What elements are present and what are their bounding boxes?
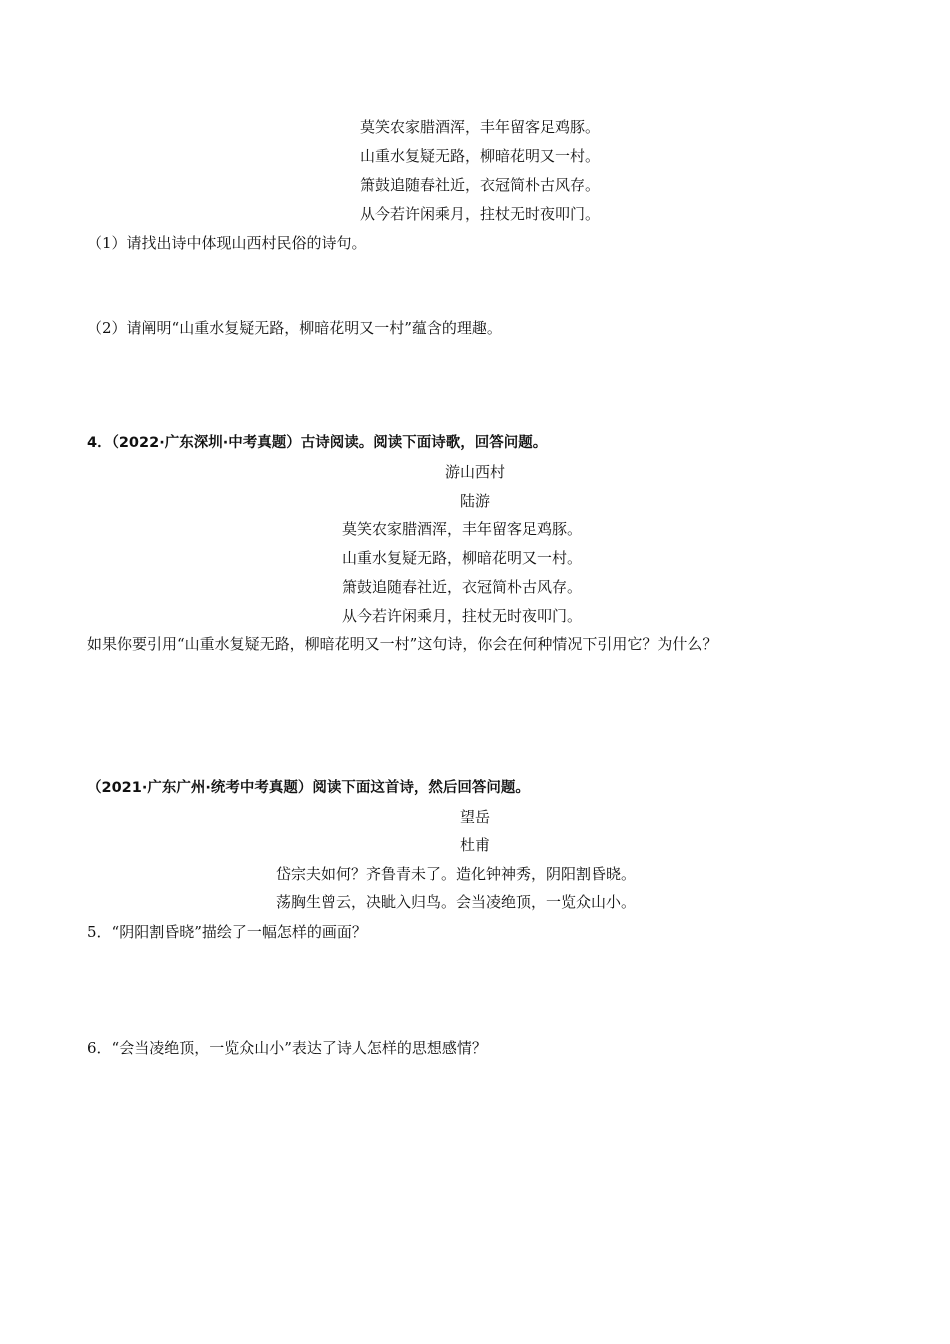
- poem-line: 从今若许闲乘月，拄杖无时夜叩门。: [342, 607, 583, 625]
- poem-author: 杜甫: [459, 836, 490, 854]
- question-5: 5．“阴阳割昏晓”描绘了一幅怎样的画面？: [87, 923, 367, 941]
- question-2: （2）请阐明“山重水复疑无路，柳暗花明又一村”蕴含的理趣。: [87, 319, 502, 337]
- poem-line: 箫鼓追随春社近，衣冠简朴古风存。: [342, 578, 583, 596]
- question-4: 如果你要引用“山重水复疑无路，柳暗花明又一村”这句诗，你会在何种情况下引用它？为什么？: [87, 635, 718, 653]
- poem-line: 箫鼓追随春社近，衣冠简朴古风存。: [360, 176, 601, 194]
- poem-line: 荡胸生曾云，决眦入归鸟。会当凌绝顶，一览众山小。: [276, 893, 637, 911]
- poem-line: 山重水复疑无路，柳暗花明又一村。: [342, 549, 583, 567]
- question-6: 6．“会当凌绝顶，一览众山小”表达了诗人怎样的思想感情？: [87, 1039, 487, 1057]
- poem-line: 岱宗夫如何？齐鲁青未了。造化钟神秀，阴阳割昏晓。: [276, 865, 637, 883]
- question-4-heading: 4．（2022·广东深圳·中考真题）古诗阅读。阅读下面诗歌，回答问题。: [87, 435, 548, 451]
- poem-line: 山重水复疑无路，柳暗花明又一村。: [360, 147, 601, 165]
- section-heading: （2021·广东广州·统考中考真题）阅读下面这首诗，然后回答问题。: [87, 780, 530, 796]
- poem-title: 游山西村: [444, 463, 505, 481]
- poem-title: 望岳: [459, 808, 490, 826]
- poem-author: 陆游: [459, 492, 490, 510]
- poem-line: 莫笑农家腊酒浑，丰年留客足鸡豚。: [360, 118, 601, 136]
- poem-line: 莫笑农家腊酒浑，丰年留客足鸡豚。: [342, 520, 583, 538]
- question-1: （1）请找出诗中体现山西村民俗的诗句。: [87, 234, 367, 252]
- poem-line: 从今若许闲乘月，拄杖无时夜叩门。: [360, 205, 601, 223]
